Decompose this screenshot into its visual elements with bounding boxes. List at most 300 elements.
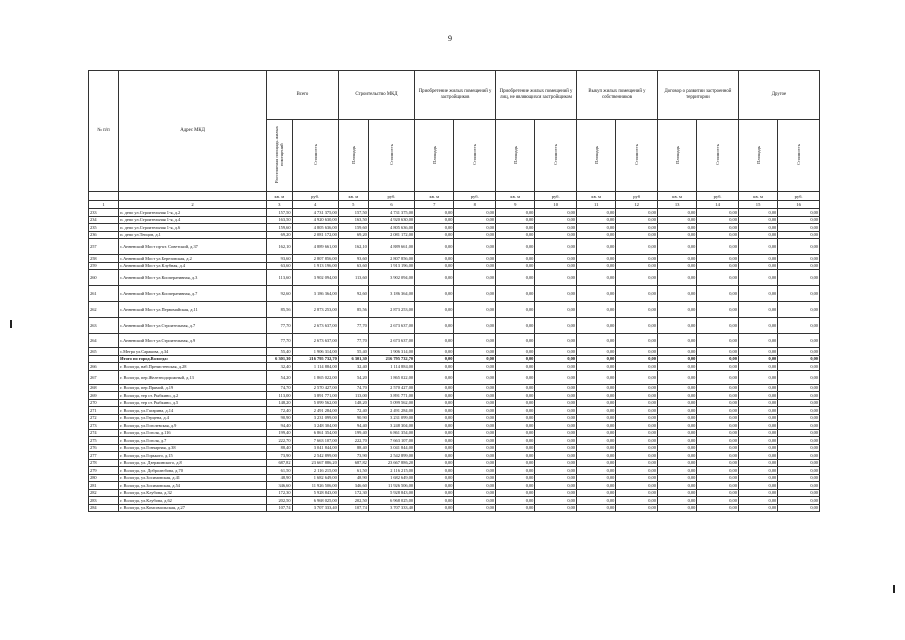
row-value: 0,00 [454, 209, 496, 217]
row-value: 157,50 [338, 209, 368, 217]
header-sub-label: Стоимость [388, 144, 394, 166]
table-row [89, 414, 820, 422]
header-sub-label: Площадь [674, 146, 680, 164]
row-value: 0,00 [415, 399, 454, 407]
row-value: 113,00 [338, 392, 368, 400]
table-row [89, 302, 820, 318]
row-number: 282 [89, 489, 119, 497]
scan-edge-mark [893, 585, 895, 593]
row-value: 0,00 [697, 216, 739, 224]
row-value: 0,00 [577, 255, 616, 263]
row-value: 4 731 375,00 [368, 209, 414, 217]
row-value: 0,00 [415, 459, 454, 467]
row-value: 0,00 [577, 467, 616, 475]
row-number: 262 [89, 302, 119, 318]
row-value: 0,00 [738, 370, 777, 384]
table-row [89, 239, 820, 255]
register-table-wrapper [88, 70, 820, 512]
row-value: 0,00 [454, 474, 496, 482]
row-value: 0,00 [738, 497, 777, 505]
row-value: 0,00 [697, 224, 739, 232]
row-number: 259 [89, 262, 119, 270]
row-value: 0,00 [697, 407, 739, 415]
row-value: 222,70 [267, 437, 292, 445]
header-sub-label: Расселяемая площадь жилых помещений [274, 126, 285, 184]
row-value: 0,00 [778, 302, 820, 318]
row-value: 0,00 [738, 302, 777, 318]
row-address: с.Анненский Мост ул.Клубная, д.4 [119, 262, 267, 270]
row-value: 0,00 [616, 355, 658, 363]
row-address: г. Вологда, ул. Добролюбова, д.70 [119, 467, 267, 475]
row-number: 265 [89, 348, 119, 356]
row-value: 0,00 [616, 255, 658, 263]
row-value: 69,20 [338, 231, 368, 239]
row-value: 687,82 [267, 459, 292, 467]
row-number: 267 [89, 370, 119, 384]
row-value: 0,00 [535, 270, 577, 286]
column-index: 10 [535, 201, 577, 209]
header-group-7: Другое [738, 71, 819, 120]
row-value: 0,00 [778, 348, 820, 356]
row-value: 2 873 253,00 [292, 302, 338, 318]
unit-label: руб. [454, 192, 496, 201]
header-sub-cost [778, 120, 820, 192]
row-value: 1 865 022,00 [292, 370, 338, 384]
row-value: 0,00 [657, 334, 696, 348]
row-value: 0,00 [778, 429, 820, 437]
row-value: 0,00 [535, 474, 577, 482]
row-value: 0,00 [657, 467, 696, 475]
row-value: 0,00 [577, 270, 616, 286]
column-index: 13 [657, 201, 696, 209]
row-value: 0,00 [738, 504, 777, 512]
row-value: 0,00 [697, 302, 739, 318]
row-address: г. Вологда, пер.Прямой, д.19 [119, 384, 267, 392]
row-value: 0,00 [454, 216, 496, 224]
row-value: 2 570 427,00 [368, 384, 414, 392]
table-row [89, 348, 820, 356]
row-value: 0,00 [657, 444, 696, 452]
row-address: г. Вологда, ул.Клубова, д.32 [119, 489, 267, 497]
row-value: 0,00 [697, 489, 739, 497]
row-value: 0,00 [697, 262, 739, 270]
row-value: 0,00 [697, 270, 739, 286]
header-group-1: Всего [267, 71, 339, 120]
table-row [89, 504, 820, 512]
row-value: 0,00 [657, 422, 696, 430]
row-value: 0,00 [577, 437, 616, 445]
table-row [89, 392, 820, 400]
row-value: 0,00 [697, 399, 739, 407]
row-value: 0,00 [657, 255, 696, 263]
row-value: 69,20 [267, 231, 292, 239]
row-value: 88,40 [338, 444, 368, 452]
row-value: 0,00 [738, 489, 777, 497]
row-value: 3 248 304,00 [292, 422, 338, 430]
row-address: с.Анненский Мост ул.Строительная, д.9 [119, 334, 267, 348]
row-value: 0,00 [697, 348, 739, 356]
unit-label: кв. м [577, 192, 616, 201]
row-value: 2 081 172,00 [292, 231, 338, 239]
row-value: 0,00 [657, 497, 696, 505]
row-number: 269 [89, 392, 119, 400]
row-value: 77,70 [267, 318, 292, 334]
row-value: 0,00 [697, 370, 739, 384]
row-address: с.Анненский Мост ул.Кооперативная, д.3 [119, 270, 267, 286]
row-value: 222,70 [338, 437, 368, 445]
row-value: 2 673 637,00 [292, 318, 338, 334]
header-group-4: Приобретение жилых помещений у лиц, не являющихся застройщиком [496, 71, 577, 120]
row-value: 0,00 [577, 482, 616, 490]
row-value: 0,00 [657, 482, 696, 490]
row-value: 0,00 [738, 216, 777, 224]
row-value: 3 902 094,00 [368, 270, 414, 286]
row-value: 0,00 [535, 370, 577, 384]
row-value: 0,00 [415, 497, 454, 505]
row-value: 148,20 [338, 399, 368, 407]
row-value: 0,00 [657, 318, 696, 334]
row-value: 0,00 [738, 474, 777, 482]
row-value: 93,60 [338, 255, 368, 263]
column-index: 2 [119, 201, 267, 209]
row-value: 3 231 099,00 [292, 414, 338, 422]
column-index: 9 [496, 201, 535, 209]
row-number: 281 [89, 482, 119, 490]
row-value: 0,00 [496, 467, 535, 475]
header-sub-area [496, 120, 535, 192]
row-value: 0,00 [697, 255, 739, 263]
row-value: 162,10 [338, 239, 368, 255]
row-value: 0,00 [657, 370, 696, 384]
row-value: 0,00 [496, 231, 535, 239]
row-value: 0,00 [697, 467, 739, 475]
row-value: 5 099 562,00 [368, 399, 414, 407]
row-value: 0,00 [616, 231, 658, 239]
row-value: 0,00 [697, 334, 739, 348]
row-value: 0,00 [697, 209, 739, 217]
row-value: 0,00 [496, 444, 535, 452]
row-value: 0,00 [657, 392, 696, 400]
row-value: 93,60 [267, 255, 292, 263]
row-value: 0,00 [657, 384, 696, 392]
row-value: 0,00 [616, 363, 658, 371]
row-address: г. Вологда, ул.Горького, д.15 [119, 452, 267, 460]
row-value: 2 673 637,00 [368, 334, 414, 348]
column-index: 15 [738, 201, 777, 209]
table-row [89, 452, 820, 460]
row-value: 0,00 [657, 302, 696, 318]
row-address: с.Анненский Мост ул.Строительная, д.7 [119, 318, 267, 334]
row-number: 277 [89, 452, 119, 460]
row-number: 271 [89, 407, 119, 415]
row-value: 0,00 [496, 414, 535, 422]
row-number: 272 [89, 414, 119, 422]
row-value: 0,00 [535, 209, 577, 217]
column-index: 5 [338, 201, 368, 209]
row-value: 0,00 [496, 239, 535, 255]
row-value: 0,00 [577, 504, 616, 512]
row-value: 0,00 [657, 459, 696, 467]
row-value: 0,00 [535, 384, 577, 392]
row-value: 0,00 [496, 318, 535, 334]
unit-label: кв. м [338, 192, 368, 201]
row-address: п. депо ул.Тепцов, д.1 [119, 231, 267, 239]
table-row [89, 334, 820, 348]
row-number: 280 [89, 474, 119, 482]
row-address: г. Вологда, ул.Гагарина, д.14 [119, 407, 267, 415]
row-value: 0,00 [415, 224, 454, 232]
row-value: 0,00 [738, 270, 777, 286]
row-value: 0,00 [454, 429, 496, 437]
row-value: 61,50 [267, 467, 292, 475]
row-value: 0,00 [535, 318, 577, 334]
row-value: 92,60 [267, 286, 292, 302]
row-value: 0,00 [616, 429, 658, 437]
row-value: 0,00 [454, 392, 496, 400]
row-value: 0,00 [697, 355, 739, 363]
table-row [89, 489, 820, 497]
row-value: 0,00 [577, 384, 616, 392]
row-value: 0,00 [496, 452, 535, 460]
row-value: 2 491 284,00 [292, 407, 338, 415]
row-value: 0,00 [454, 467, 496, 475]
row-value: 0,00 [697, 363, 739, 371]
row-value: 0,00 [577, 302, 616, 318]
row-value: 0,00 [535, 262, 577, 270]
row-value: 94,40 [338, 422, 368, 430]
table-body [89, 209, 820, 512]
row-value: 0,00 [415, 348, 454, 356]
row-value: 0,00 [738, 482, 777, 490]
row-value: 0,00 [657, 224, 696, 232]
column-index: 11 [577, 201, 616, 209]
row-value: 0,00 [697, 286, 739, 302]
row-value: 0,00 [657, 452, 696, 460]
row-value: 3 707 333,40 [368, 504, 414, 512]
row-value: 0,00 [778, 474, 820, 482]
row-value: 0,00 [454, 414, 496, 422]
row-value: 90,90 [267, 414, 292, 422]
row-value: 113,60 [338, 270, 368, 286]
table-row [89, 467, 820, 475]
row-value: 163,50 [267, 216, 292, 224]
unit-label: руб. [292, 192, 338, 201]
table-row [89, 384, 820, 392]
units-empty [119, 192, 267, 201]
row-value: 172,30 [338, 489, 368, 497]
row-value: 6 968 025,00 [368, 497, 414, 505]
row-value: 0,00 [496, 399, 535, 407]
row-value: 5 928 843,00 [292, 489, 338, 497]
row-value: 11 926 506,00 [292, 482, 338, 490]
row-value: 199,40 [267, 429, 292, 437]
row-value: 0,00 [577, 239, 616, 255]
header-sub-area [738, 120, 777, 192]
row-value: 77,70 [338, 334, 368, 348]
row-value: 1 114 884,00 [292, 363, 338, 371]
row-value: 63,60 [338, 262, 368, 270]
row-value: 0,00 [535, 452, 577, 460]
row-value: 0,00 [535, 363, 577, 371]
row-value: 0,00 [738, 399, 777, 407]
row-value: 0,00 [496, 504, 535, 512]
row-value: 0,00 [415, 334, 454, 348]
row-value: 0,00 [778, 270, 820, 286]
row-value: 0,00 [454, 334, 496, 348]
header-sub-label: Площадь [755, 146, 761, 164]
row-value: 3 041 844,00 [368, 444, 414, 452]
row-value: 0,00 [697, 444, 739, 452]
header-col-address: Адрес МКД [119, 71, 267, 192]
row-value: 0,00 [616, 239, 658, 255]
row-value: 0,00 [535, 429, 577, 437]
row-value: 0,00 [454, 348, 496, 356]
row-value: 0,00 [778, 209, 820, 217]
row-number: 235 [89, 224, 119, 232]
row-value: 0,00 [616, 504, 658, 512]
row-value: 0,00 [778, 216, 820, 224]
row-value: 0,00 [616, 452, 658, 460]
row-value: 0,00 [697, 239, 739, 255]
row-address: г. Вологда, наб.Пречистенская, д.28 [119, 363, 267, 371]
row-value: 0,00 [778, 414, 820, 422]
row-value: 0,00 [454, 286, 496, 302]
header-sub-label: Стоимость [553, 144, 559, 166]
row-number: 270 [89, 399, 119, 407]
row-value: 1 906 314,00 [368, 348, 414, 356]
unit-label: руб. [697, 192, 739, 201]
row-value: 0,00 [415, 231, 454, 239]
row-value: 1 865 022,00 [368, 370, 414, 384]
row-value: 3 041 844,00 [292, 444, 338, 452]
row-value: 0,00 [616, 209, 658, 217]
row-number: 274 [89, 429, 119, 437]
row-value: 0,00 [616, 407, 658, 415]
row-address: г. Вологда, ул.Зосимовская, д.54 [119, 482, 267, 490]
unit-label: кв. м [657, 192, 696, 201]
table-row [89, 482, 820, 490]
header-group-2: Строительство МКД [338, 71, 414, 120]
row-value: 0,00 [535, 497, 577, 505]
row-value: 0,00 [535, 414, 577, 422]
column-index: 7 [415, 201, 454, 209]
row-value: 0,00 [577, 370, 616, 384]
row-value: 0,00 [738, 392, 777, 400]
row-value: 0,00 [496, 392, 535, 400]
row-value: 0,00 [535, 224, 577, 232]
row-value: 2 491 284,00 [368, 407, 414, 415]
row-value: 0,00 [454, 255, 496, 263]
column-index: 4 [292, 201, 338, 209]
row-number: 258 [89, 255, 119, 263]
row-value: 113,60 [267, 270, 292, 286]
row-value: 3 248 304,00 [368, 422, 414, 430]
row-value: 54,20 [267, 370, 292, 384]
row-value: 202,50 [267, 497, 292, 505]
row-value: 4 920 630,00 [368, 216, 414, 224]
row-value: 0,00 [415, 392, 454, 400]
header-sub-label: Стоимость [472, 144, 478, 166]
row-value: 0,00 [496, 482, 535, 490]
row-value: 0,00 [697, 474, 739, 482]
row-value: 0,00 [738, 467, 777, 475]
table-row [89, 422, 820, 430]
row-value: 0,00 [738, 363, 777, 371]
row-value: 73,90 [338, 452, 368, 460]
row-number: 283 [89, 497, 119, 505]
row-value: 172,30 [267, 489, 292, 497]
row-value: 0,00 [577, 209, 616, 217]
row-value: 1 682 649,00 [292, 474, 338, 482]
row-value: 0,00 [535, 216, 577, 224]
row-value: 3 891 771,00 [292, 392, 338, 400]
row-number: 275 [89, 437, 119, 445]
row-value: 0,00 [577, 459, 616, 467]
column-index: 3 [267, 201, 292, 209]
row-value: 0,00 [778, 255, 820, 263]
header-sub-resettled-area [267, 120, 292, 192]
unit-label: руб. [535, 192, 577, 201]
row-value: 113,00 [267, 392, 292, 400]
row-value: 0,00 [778, 318, 820, 334]
row-value: 0,00 [577, 497, 616, 505]
row-value: 0,00 [738, 255, 777, 263]
row-value: 0,00 [577, 414, 616, 422]
row-number: 284 [89, 504, 119, 512]
table-row [89, 497, 820, 505]
row-value: 2 873 253,00 [368, 302, 414, 318]
row-value: 0,00 [616, 399, 658, 407]
row-value: 0,00 [496, 255, 535, 263]
row-value: 0,00 [535, 334, 577, 348]
row-value: 0,00 [496, 302, 535, 318]
row-value: 1 913 196,00 [368, 262, 414, 270]
row-value: 0,00 [454, 482, 496, 490]
row-value: 202,50 [338, 497, 368, 505]
row-value: 55,40 [267, 348, 292, 356]
row-value: 1 114 884,00 [368, 363, 414, 371]
row-value: 0,00 [535, 348, 577, 356]
row-value: 0,00 [454, 444, 496, 452]
row-number [89, 355, 119, 363]
row-value: 0,00 [657, 474, 696, 482]
row-value: 0,00 [738, 231, 777, 239]
row-value: 0,00 [616, 286, 658, 302]
row-value: 0,00 [697, 452, 739, 460]
row-value: 0,00 [535, 355, 577, 363]
row-address: г. Вологда, пер.Железнодорожный, д.13 [119, 370, 267, 384]
row-value: 0,00 [454, 239, 496, 255]
row-value: 0,00 [535, 231, 577, 239]
row-value: 0,00 [454, 452, 496, 460]
table-header [89, 71, 820, 209]
row-value: 11 926 506,00 [368, 482, 414, 490]
row-value: 0,00 [535, 444, 577, 452]
row-value: 0,00 [577, 444, 616, 452]
table-row [89, 459, 820, 467]
row-number: 261 [89, 286, 119, 302]
row-value: 0,00 [535, 489, 577, 497]
row-value: 0,00 [657, 348, 696, 356]
row-value: 0,00 [415, 355, 454, 363]
row-value: 0,00 [535, 239, 577, 255]
row-value: 0,00 [535, 482, 577, 490]
row-value: 0,00 [577, 216, 616, 224]
row-value: 0,00 [738, 262, 777, 270]
row-value: 0,00 [454, 302, 496, 318]
row-value: 0,00 [577, 355, 616, 363]
table-row [89, 474, 820, 482]
